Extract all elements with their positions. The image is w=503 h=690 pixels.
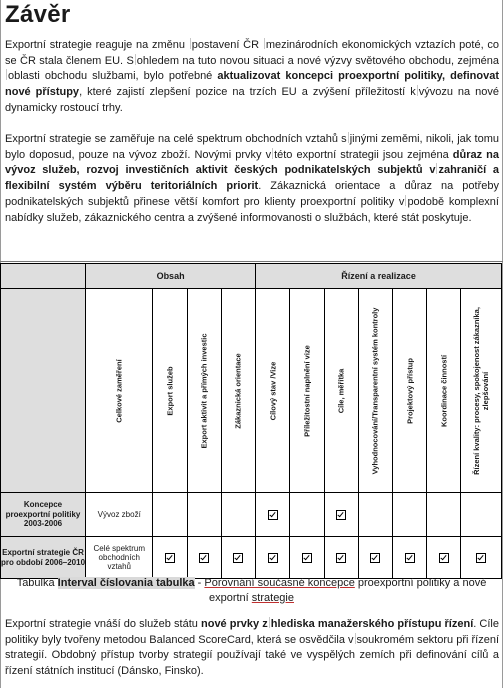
column-header bbox=[86, 289, 153, 493]
row-header: Exportní strategie ČR pro období 2006–2010 bbox=[1, 537, 86, 579]
check-cell bbox=[358, 493, 392, 537]
whitespace-marker bbox=[348, 132, 349, 143]
checkbox-icon bbox=[302, 553, 312, 563]
paragraph-3 bbox=[5, 617, 499, 680]
caption-field-highlight: Interval číslovania tabulka bbox=[57, 577, 195, 589]
p3-text: Exportní strategie vnáší do služeb státu bbox=[5, 618, 201, 630]
check-cell bbox=[358, 537, 392, 579]
check-cell bbox=[392, 493, 426, 537]
p1-text: oblasti obchodu službami, bylo potřebné bbox=[8, 70, 218, 83]
group-header-obsah: Obsah bbox=[86, 264, 256, 289]
column-header bbox=[221, 289, 255, 493]
column-header-label: Cílový stav /Vize bbox=[268, 361, 278, 420]
column-header-label: Příležitostní naplnění vize bbox=[302, 344, 312, 437]
p1-text: mezinárodních ekonomických vztazích poté, co se ČR stala členem EU. S bbox=[5, 39, 499, 67]
column-header-label: Export aktivit a přímých investic bbox=[199, 332, 209, 449]
check-cell bbox=[324, 537, 358, 579]
checkbox-icon bbox=[439, 553, 449, 563]
check-cell bbox=[221, 493, 255, 537]
p2-bold: zahraničí a flexibilní systém výběru teritoriálních priorit bbox=[5, 164, 500, 193]
checkbox-icon bbox=[336, 553, 346, 563]
caption-underlined: strategie bbox=[251, 592, 294, 604]
p3-bold: nové prvky z bbox=[201, 618, 268, 630]
checkbox-icon bbox=[336, 510, 346, 520]
check-cell bbox=[221, 537, 255, 579]
checkbox-icon bbox=[476, 553, 486, 563]
p1-text: Exportní strategie reaguje na změnu bbox=[5, 39, 186, 51]
column-header bbox=[290, 289, 324, 493]
p2-text: podobě komplexní nabídky služeb, zákaznického centra a zvýšené informovanosti o službách, které stát poskytuje. bbox=[5, 195, 499, 224]
check-cell bbox=[153, 493, 187, 537]
group-header-rizeni: Řízení a realizace bbox=[256, 264, 502, 289]
caption-dash: - bbox=[194, 577, 205, 589]
check-cell bbox=[427, 493, 461, 537]
p3-bold: hlediska manažerského přístupu řízení bbox=[270, 618, 474, 630]
column-header bbox=[256, 289, 290, 493]
p1-text: , které zajistí zlepšení pozice na trzích EU a zvýšení příležitostí k bbox=[79, 86, 416, 99]
whitespace-marker bbox=[355, 633, 356, 644]
table-corner bbox=[1, 264, 86, 289]
whitespace-marker bbox=[6, 69, 7, 80]
row-cell-focus: Celé spektrum obchodních vztahů bbox=[86, 537, 153, 579]
column-header bbox=[392, 289, 426, 493]
column-header bbox=[358, 289, 392, 493]
divider bbox=[0, 261, 503, 262]
checkbox-icon bbox=[405, 553, 415, 563]
section-heading: Závěr bbox=[5, 1, 71, 28]
row-header: Koncepce proexportní politiky 2003-2006 bbox=[1, 493, 86, 537]
check-cell bbox=[461, 537, 502, 579]
column-header-label: Celkové zaměření bbox=[114, 358, 124, 423]
comparison-table bbox=[0, 263, 502, 579]
p1-text: vývozu na nové dynamicky rostoucí trhy. bbox=[5, 86, 500, 114]
p2-text: Exportní strategie se zaměřuje na celé spektrum obchodních vztahů s bbox=[5, 133, 347, 145]
check-cell bbox=[290, 493, 324, 537]
table-row bbox=[1, 537, 502, 579]
paragraph-2 bbox=[5, 132, 499, 226]
whitespace-marker bbox=[272, 148, 273, 159]
column-header-label: Cíle, měřítka bbox=[336, 368, 346, 413]
checkbox-icon bbox=[233, 553, 243, 563]
check-cell bbox=[187, 537, 221, 579]
p3-text: soukromém sektoru při řízení strategií. Obdobný přístup tvorby strategií používají také ve vyspělých zemích při definování cílů a řízení státních institucí (Dánsko, Finsko). bbox=[5, 633, 499, 678]
checkbox-icon bbox=[268, 553, 278, 563]
table-caption bbox=[0, 576, 503, 606]
p2-bold: důraz na vývoz služeb, rozvoj investičních aktivit českých podnikatelských subjektů v bbox=[5, 148, 500, 177]
p2-text: jinými zeměmi, nikoli, jak tomu bylo doposud, pouze na vývoz zboží. Novými prvky v bbox=[5, 133, 499, 161]
checkbox-icon bbox=[370, 553, 380, 563]
whitespace-marker bbox=[264, 38, 265, 49]
p3-text: . Cíle politiky byly tvořeny metodou Balanced ScoreCard, která se osvědčila v bbox=[5, 618, 499, 646]
column-header-label: Řízení kvality: procesy, spokojenost zákazníka, zlepšování bbox=[472, 306, 491, 475]
column-header-label: Vyhodnocování/Transparentní systém kontroly bbox=[370, 307, 380, 474]
p2-text: této exportní strategii jsou zejména bbox=[274, 148, 453, 161]
p2-text: . Zákaznická orientace a důraz na potřeby podnikatelských subjektů přinese větší komfort pro klienty proexportní politiky v bbox=[5, 180, 499, 208]
caption-prefix: Tabulka bbox=[16, 577, 58, 589]
check-cell bbox=[153, 537, 187, 579]
row-cell-focus: Vývoz zboží bbox=[86, 493, 153, 537]
column-header bbox=[324, 289, 358, 493]
checkbox-icon bbox=[199, 553, 209, 563]
column-header bbox=[461, 289, 502, 493]
check-cell bbox=[324, 493, 358, 537]
check-cell bbox=[427, 537, 461, 579]
whitespace-marker bbox=[269, 617, 270, 628]
column-header-label: Export služeb bbox=[165, 365, 175, 416]
paragraph-1 bbox=[5, 38, 499, 117]
p1-bold: aktualizovat koncepci proexportní politiky, definovat nové přístupy bbox=[5, 70, 499, 99]
p1-text: postavení ČR bbox=[191, 39, 260, 51]
table-row bbox=[1, 493, 502, 537]
check-cell bbox=[461, 493, 502, 537]
column-header bbox=[153, 289, 187, 493]
check-cell bbox=[290, 537, 324, 579]
p1-text: ohledem na tuto novou situaci a nové výzvy světového obchodu, zejména bbox=[136, 54, 500, 67]
column-header bbox=[427, 289, 461, 493]
column-header-label: Koordinace činností bbox=[439, 354, 449, 427]
table-corner bbox=[1, 289, 86, 493]
check-cell bbox=[256, 537, 290, 579]
column-header-label: Projektový přístup bbox=[405, 357, 415, 424]
caption-text: proexportní politiky a nové exportní bbox=[208, 577, 487, 604]
checkbox-icon bbox=[165, 553, 175, 563]
checkbox-icon bbox=[268, 510, 278, 520]
column-header-label: Zákaznická orientace bbox=[233, 352, 243, 429]
check-cell bbox=[256, 493, 290, 537]
whitespace-marker bbox=[417, 85, 418, 96]
caption-underlined: Porovnání současné koncepce bbox=[204, 577, 355, 589]
column-header bbox=[187, 289, 221, 493]
whitespace-marker bbox=[135, 54, 136, 65]
check-cell bbox=[187, 493, 221, 537]
whitespace-marker bbox=[190, 38, 191, 49]
check-cell bbox=[392, 537, 426, 579]
